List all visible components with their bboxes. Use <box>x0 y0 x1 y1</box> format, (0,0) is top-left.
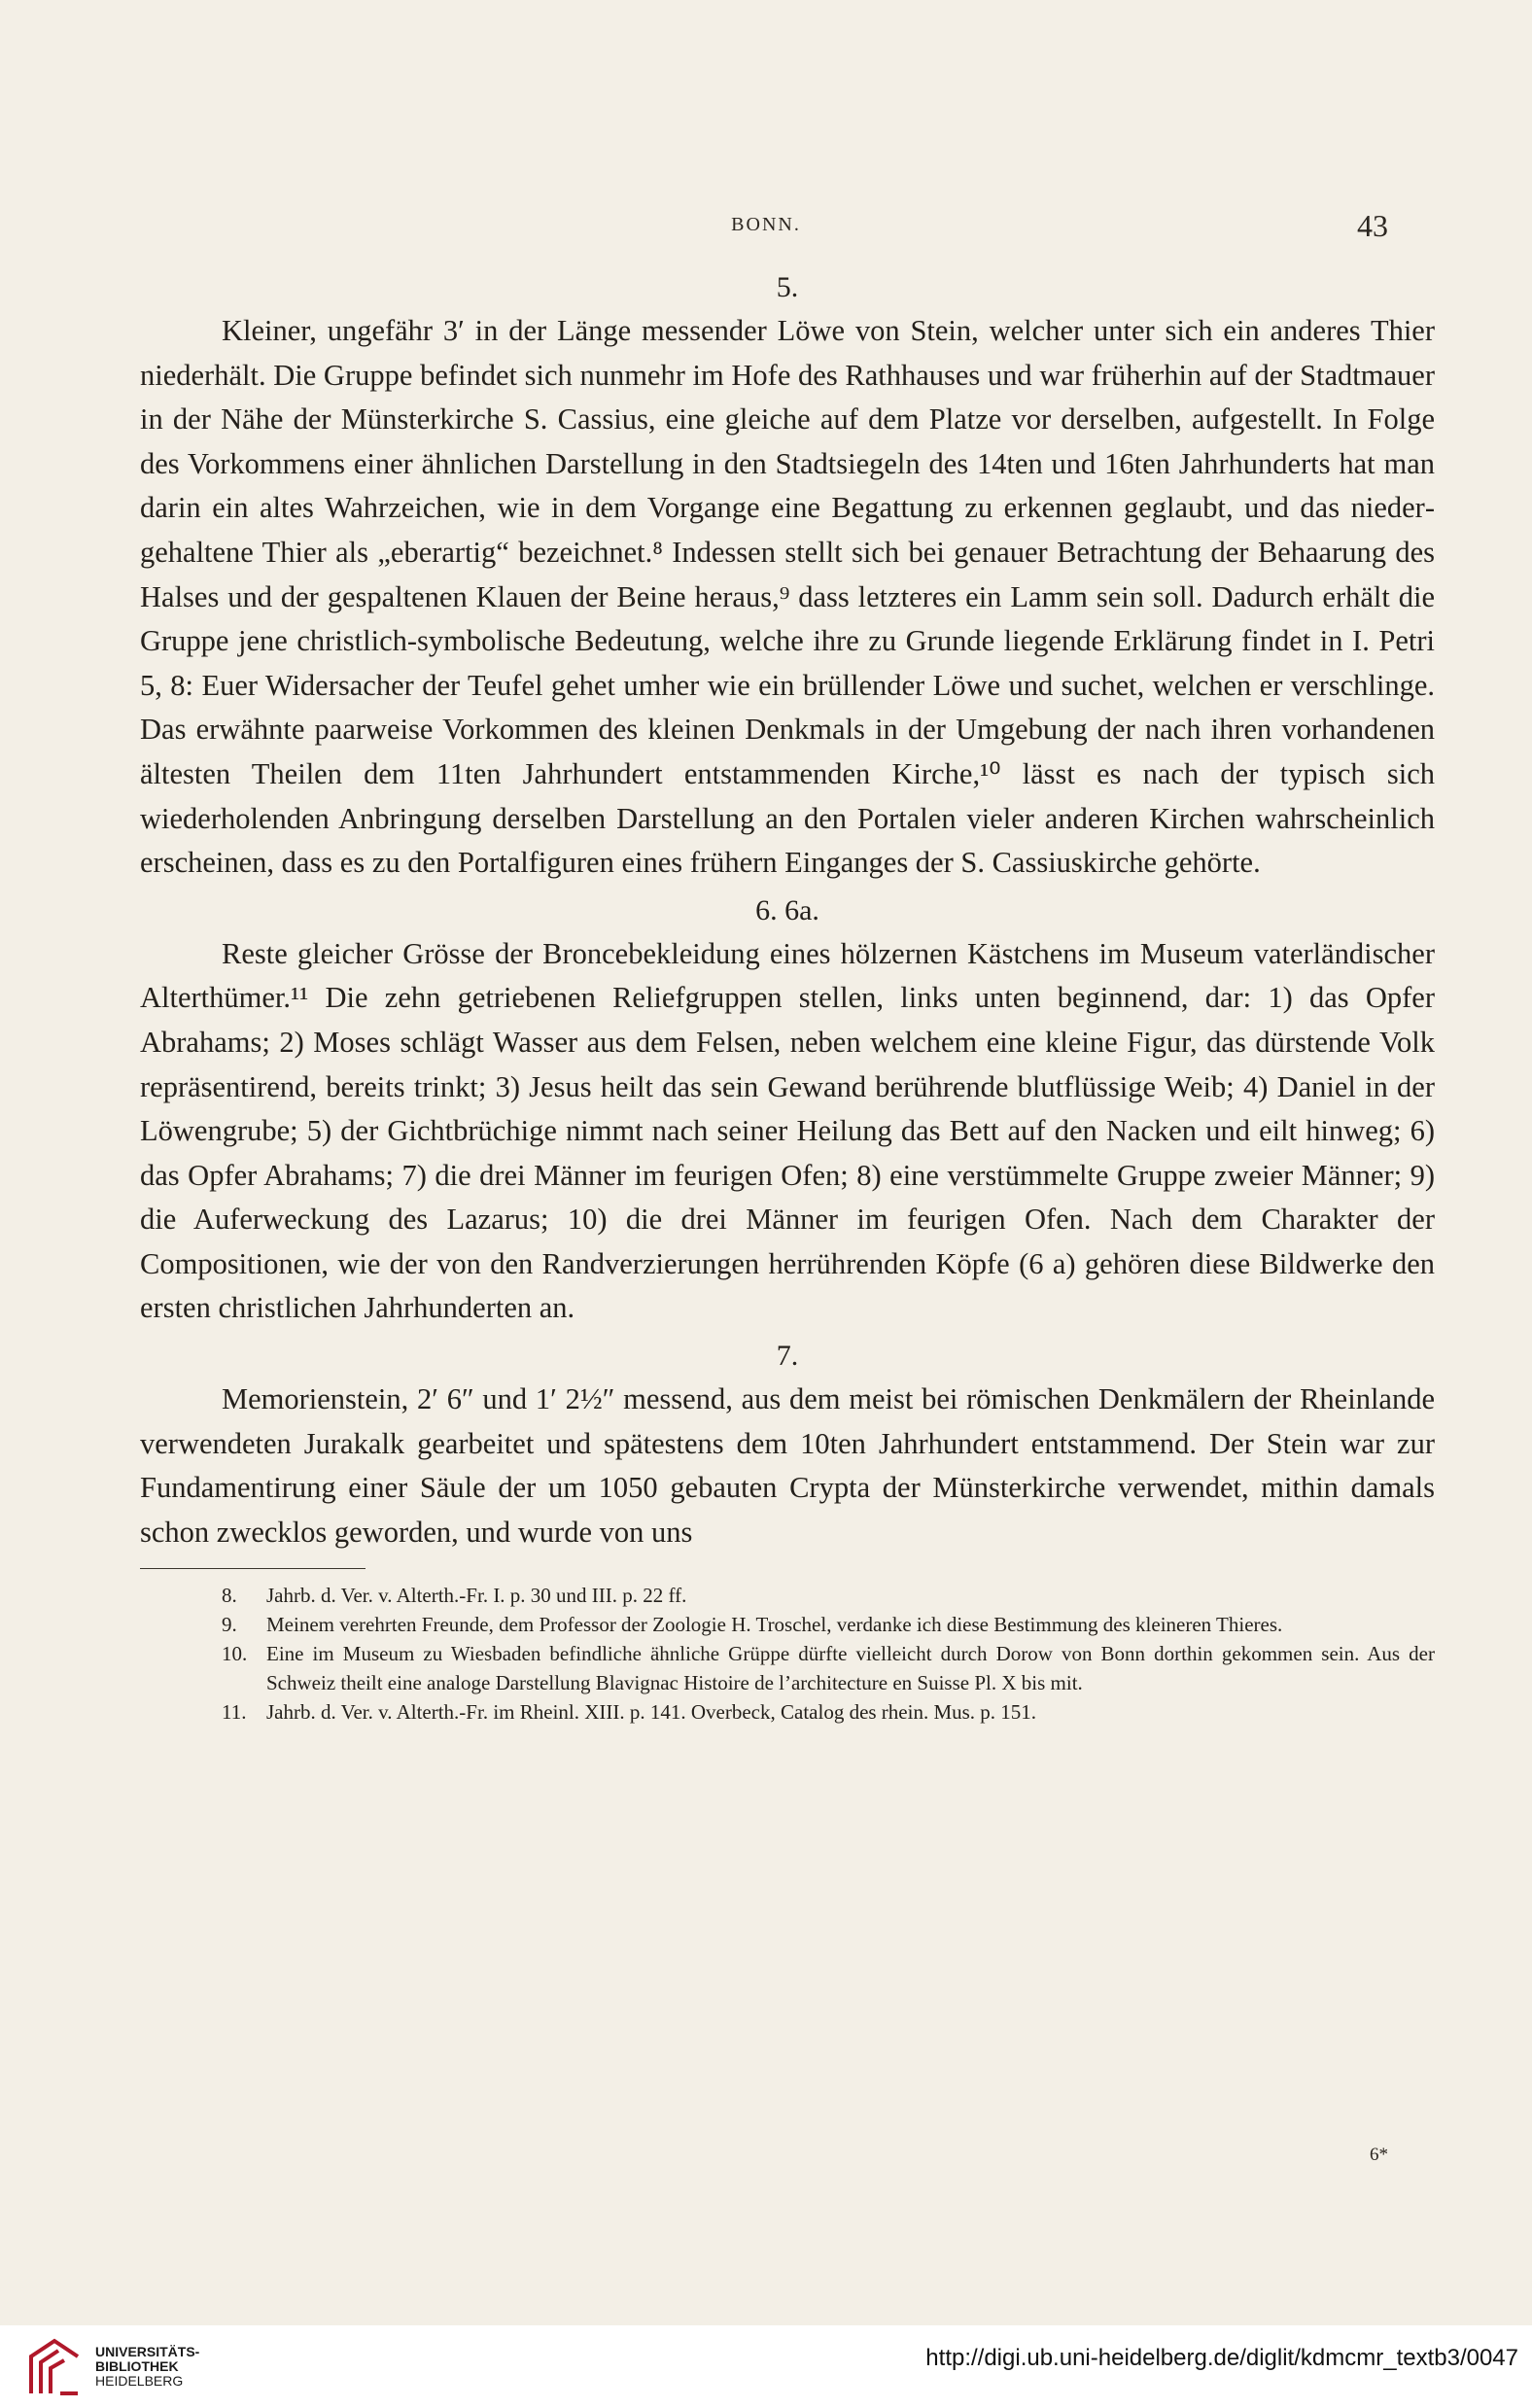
footnote-number: 9. <box>222 1613 237 1637</box>
library-name-line: BIBLIOTHEK <box>95 2358 179 2374</box>
footnote-text: Eine im Museum zu Wiesbaden befindliche ähnliche Grüppe dürfte vielleicht durch Dorow von Bonn dorthin gekommen sein. Aus der Schweiz theilt eine analoge Darstellung Blavignac Histoire de l’architecture en Suisse Pl. X bis mit. <box>266 1642 1435 1695</box>
footnote <box>140 1610 1435 1639</box>
section-number: 5. <box>776 271 799 303</box>
footnote-number: 11. <box>222 1700 247 1725</box>
body-text <box>140 262 1435 1727</box>
footnotes <box>140 1581 1435 1727</box>
footnote-text: Jahrb. d. Ver. v. Alterth.-Fr. im Rheinl. XIII. p. 141. Overbeck, Catalog des rhein. Mus. p. 151. <box>266 1700 1037 1725</box>
section-number: 7. <box>776 1340 799 1373</box>
library-name <box>95 2345 199 2389</box>
section-paragraph: Memorienstein, 2′ 6″ und 1′ 2½″ messend, aus dem meist bei römischen Denkmälern der Rheinlande verwendeten Jurakalk gearbeitet und spätestens dem 10ten Jahrhundert entstammend. Der Stein war zur Fundamentirung einer Säule der um 1050 gebauten Crypta der Münsterkirche verwendet, mithin damals schon zwecklos geworden, und wurde von uns <box>140 1382 1435 1549</box>
section-paragraph: Reste gleicher Grösse der Broncebekleidung eines hölzernen Kästchens im Museum vaterländischer Alterthümer.¹¹ Die zehn getriebenen Reliefgruppen stellen, links unten beginnend, dar: 1) das Opfer Abrahams; 2) Moses schlägt Wasser aus dem Felsen, neben welchem eine kleine Figur, das dürstende Volk repräsentirend, bereits trinkt; 3) Jesus heilt das sein Gewand berührende blutflüssige Weib; 4) Daniel in der Löwengrube; 5) der Gichtbrüchige nimmt nach seiner Heilung das Bett auf den Nacken und eilt hinweg; 6) das Opfer Abrahams; 7) die drei Männer im feurigen Ofen; 8) eine verstümmelte Gruppe zweier Männer; 9) die Auferweckung des Lazarus; 10) die drei Männer im feurigen Ofen. Nach dem Charakter der Compositionen, wie der von den Randverzierungen herrührenden Köpfe (6 a) gehören diese Bildwerke den ersten christlichen Jahrhunderten an. <box>140 936 1435 1325</box>
footnote-rule <box>140 1568 366 1569</box>
footnote-number: 8. <box>222 1584 237 1608</box>
footnote <box>140 1581 1435 1610</box>
library-logo-icon <box>25 2335 84 2399</box>
library-footer <box>0 2325 1532 2408</box>
source-url-link[interactable]: http://digi.ub.uni-heidelberg.de/diglit/kdmcmr_textb3/0047 <box>925 2345 1518 2371</box>
footnote-number: 10. <box>222 1642 248 1666</box>
footnote-text: Jahrb. d. Ver. v. Alterth.-Fr. I. p. 30 und III. p. 22 ff. <box>266 1584 687 1608</box>
running-title: BONN. <box>731 214 801 235</box>
footnote <box>140 1639 1435 1697</box>
section-number: 6. 6a. <box>755 893 819 926</box>
running-head <box>0 208 1532 247</box>
footnote <box>140 1697 1435 1727</box>
page-number: 43 <box>1357 208 1388 243</box>
signature-mark: 6* <box>1370 2145 1388 2165</box>
section-paragraph: Kleiner, ungefähr 3′ in der Länge messender Löwe von Stein, welcher unter sich ein anderes Thier niederhält. Die Gruppe befindet sich nunmehr im Hofe des Rathhauses und war früherhin auf der Stadtmauer in der Nähe der Münsterkirche S. Cassius, eine gleiche auf dem Platze vor derselben, aufgestellt. In Folge des Vorkommens einer ähnlichen Darstellung in den Stadtsiegeln des 14ten und 16ten Jahrhunderts hat man darin ein altes Wahrzeichen, wie in dem Vorgange eine Begattung zu erkennen geglaubt, und das niedergehaltene Thier als „eberartig“ bezeichnet.⁸ Indessen stellt sich bei genauer Betrachtung der Behaarung des Halses und der gespaltenen Klauen der Beine heraus,⁹ dass letzteres ein Lamm sein soll. Dadurch erhält die Gruppe jene christlich-symbolische Bedeutung, welche ihre zu Grunde liegende Erklärung findet in I. Petri 5, 8: Euer Widersacher der Teufel gehet umher wie ein brüllender Löwe und suchet, welchen er verschlinge. Das erwähnte paarweise Vorkommen des kleinen Denkmals in der Umgebung der nach ihren vorhandenen ältesten Theilen dem 11ten Jahrhundert entstammenden Kirche,¹⁰ lässt es nach der typisch sich wiederholenden Anbringung derselben Darstellung an den Portalen vieler anderen Kirchen wahrscheinlich erscheinen, dass es zu den Portalfiguren eines frühern Einganges der S. Cassiuskirche gehörte. <box>140 314 1435 880</box>
footnote-text: Meinem verehrten Freunde, dem Professor der Zoologie H. Troschel, verdanke ich diese Bestimmung des kleineren Thieres. <box>266 1613 1283 1637</box>
library-name-line: UNIVERSITÄTS- <box>95 2344 200 2359</box>
library-name-line: HEIDELBERG <box>95 2373 184 2389</box>
